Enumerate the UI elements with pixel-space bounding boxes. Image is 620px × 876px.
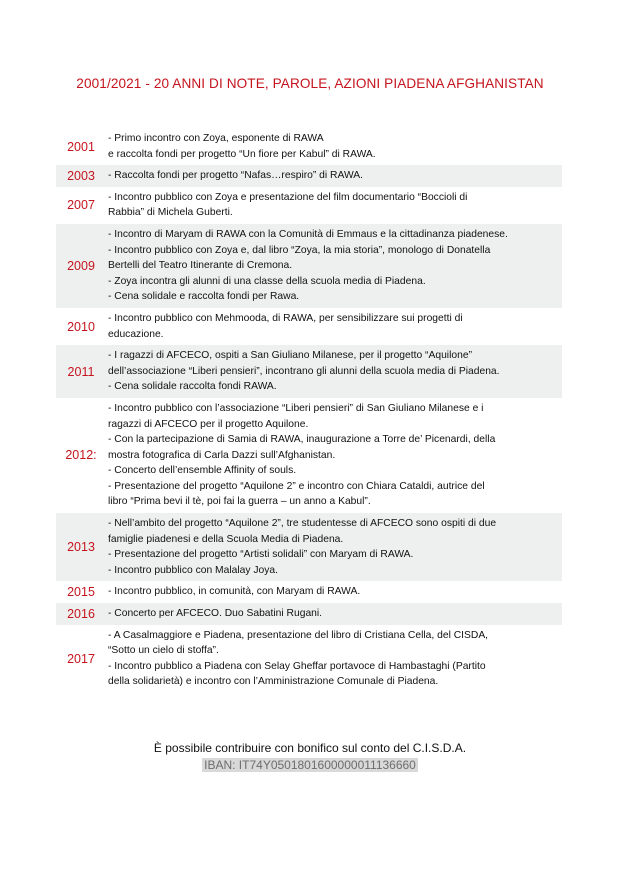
timeline-description [106,398,562,513]
description-line: della solidarietà) e incontro con l’Amministrazione Comunale di Piadena. [108,676,439,688]
description-line: - Incontro pubblico con Mehmooda, di RAWA, per sensibilizzare sui progetti di [108,312,463,324]
description-line: - Incontro pubblico con Zoya e, dal libro “Zoya, la mia storia”, monologo di Donatella [108,244,491,256]
timeline-year: 2013 [56,513,106,581]
timeline-year: 2011 [56,345,106,398]
timeline-year: 2003 [56,165,106,187]
description-line: dell’associazione “Liberi pensieri”, incontrano gli alunni della scuola media di Piadena. [108,365,500,377]
timeline-row [56,128,562,165]
timeline-year: 2010 [67,319,95,334]
timeline-year: 2015 [67,585,95,600]
timeline-description [106,308,562,345]
description-line: - Incontro pubblico a Piadena con Selay Gheffar portavoce di Hambastaghi (Partito [108,660,486,672]
donation-footer [0,741,620,772]
description-line: - Nell’ambito del progetto “Aquilone 2”, tre studentesse di AFCECO sono ospiti di due [108,518,497,530]
description-line: e raccolta fondi per progetto “Un fiore per Kabul” di RAWA. [108,148,376,160]
description-line: - Incontro pubblico, in comunità, con Maryam di RAWA. [108,586,361,598]
timeline-description [106,128,562,165]
description-line: - Cena solidale e raccolta fondi per Rawa. [108,291,300,303]
description-line: - Presentazione del progetto “Artisti solidali” con Maryam di RAWA. [108,549,414,561]
timeline-description [106,625,562,693]
timeline-row [56,187,562,224]
timeline-row [56,224,562,308]
page-title: 2001/2021 - 20 ANNI DI NOTE, PAROLE, AZIONI PIADENA AFGHANISTAN [76,76,544,91]
timeline-year: 2016 [56,603,106,625]
timeline-row [56,345,562,398]
timeline-year: 2012: [65,448,97,463]
description-line: “Sotto un cielo di stoffa”. [108,645,219,657]
description-line: - Incontro pubblico con Zoya e presentazione del film documentario “Boccioli di [108,191,468,203]
timeline-table [56,128,562,693]
description-line: famiglie piadenesi e della Scuola Media di Piadena. [108,533,344,545]
description-line: - Raccolta fondi per progetto “Nafas…respiro” di RAWA. [108,170,364,182]
description-line: educazione. [108,328,164,340]
description-line: - Incontro di Maryam di RAWA con la Comunità di Emmaus e la cittadinanza piadenese. [108,228,508,240]
description-line: - Zoya incontra gli alunni di una classe della scuola media di Piadena. [108,275,426,287]
description-line: - Incontro pubblico con Malalay Joya. [108,564,278,576]
description-line: - Primo incontro con Zoya, esponente di RAWA [108,133,324,144]
timeline-description [106,165,562,187]
timeline-description [106,513,562,581]
timeline-year: 2009 [56,224,106,308]
description-line: - Concerto dell’ensemble Affinity of souls. [108,465,297,477]
timeline-row [56,308,562,345]
description-line: - A Casalmaggiore e Piadena, presentazione del libro di Cristiana Cella, del CISDA, [108,629,489,641]
iban-number: IBAN: IT74Y0501801600000011136660 [204,758,416,772]
description-line: - Cena solidale raccolta fondi RAWA. [108,381,277,393]
description-line: - I ragazzi di AFCECO, ospiti a San Giuliano Milanese, per il progetto “Aquilone” [108,350,472,362]
timeline-description [106,345,562,398]
timeline-row [56,398,562,513]
timeline-description [106,603,562,625]
description-line: Rabbia” di Michela Guberti. [108,207,233,219]
description-line: - Con la partecipazione di Samia di RAWA, inaugurazione a Torre de’ Picenardi, della [108,434,496,446]
description-line: libro “Prima bevi il tè, poi fai la guerra – un anno a Kabul”. [108,496,371,508]
timeline-year: 2017 [67,651,95,666]
timeline-description [106,581,562,603]
timeline-row [56,603,562,625]
description-line: - Incontro pubblico con l’associazione “Liberi pensieri” di San Giuliano Milanese e i [108,402,484,414]
timeline-description [106,224,562,308]
description-line: ragazzi di AFCECO per il progetto Aquilone. [108,418,309,430]
description-line: Bertelli del Teatro Itinerante di Cremona. [108,260,293,272]
timeline-year: 2007 [67,198,95,213]
description-line: - Concerto per AFCECO. Duo Sabatini Rugani. [108,608,323,620]
timeline-row [56,625,562,693]
timeline-row [56,513,562,581]
timeline-row [56,581,562,603]
description-line: mostra fotografica di Carla Dazzi sull’Afghanistan. [108,449,336,461]
description-line: - Presentazione del progetto “Aquilone 2” e incontro con Chiara Cataldi, autrice del [108,480,485,492]
timeline-row [56,165,562,187]
donation-text: È possibile contribuire con bonifico sul conto del C.I.S.D.A. [153,741,467,755]
timeline-description [106,187,562,224]
timeline-year: 2001 [67,139,95,154]
